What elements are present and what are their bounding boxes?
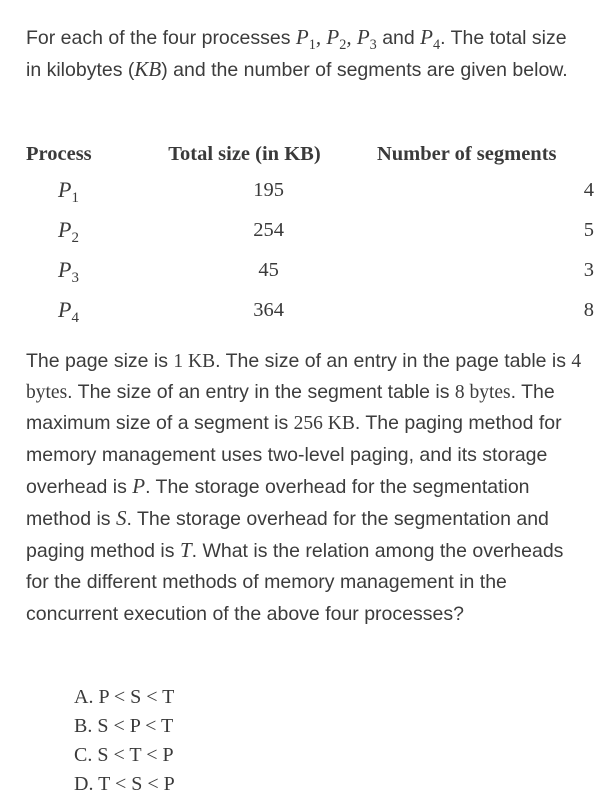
size-cell: 45 <box>258 258 279 281</box>
intro-text: For each of the four processes <box>26 27 296 49</box>
overhead-s-symbol: S <box>115 506 127 531</box>
overhead-p-symbol: P <box>132 473 146 498</box>
intro-paragraph: For each of the four processes $P_1$, $P_2$, $P_3$ and $P_4$. The total size in kilobytes (KB) and the number of segments are given below. <box>26 25 568 81</box>
size-cell: 195 <box>253 178 284 201</box>
segment-entry-size-value: 8 bytes <box>454 382 511 404</box>
process-symbol: $P_1$ <box>295 25 316 53</box>
segments-cell: 5 <box>583 218 594 241</box>
option-a[interactable]: A. P < S < T <box>74 686 175 708</box>
overhead-t-symbol: T <box>179 538 192 563</box>
column-header-size: Total size (in KB) <box>168 142 321 165</box>
process-cell: $P_1$ <box>58 177 79 206</box>
process-cell: $P_4$ <box>58 297 79 326</box>
table-row <box>22 210 602 250</box>
process-cell: $P_2$ <box>58 217 79 246</box>
segments-cell: 4 <box>583 178 594 201</box>
process-symbol: $P_2$ <box>326 25 347 53</box>
table-header-row <box>22 138 602 170</box>
kb-symbol: KB <box>134 57 162 81</box>
page-size-value: 1 KB <box>173 351 216 372</box>
segments-cell: 8 <box>583 298 594 321</box>
max-segment-size-value: 256 KB <box>293 413 355 435</box>
question-body: The page size is 1 KB. The size of an entry in the page table is 4 bytes. The size of an entry in the segment table is 8 bytes. The maximum size of a segment is 256 KB. The paging method for memory management uses two-level paging, and its storage overhead is P. The storage overhead for the segmentation method is S. The storage overhead for the segmentation and paging method is T. What is the relation among the overheads for the different methods of memory management in the concurrent execution of the above four processes? <box>26 350 582 625</box>
column-header-segments: Number of segments <box>376 142 557 165</box>
answer-options <box>74 683 175 799</box>
segments-cell: 3 <box>583 258 594 281</box>
process-table <box>22 138 602 330</box>
size-cell: 254 <box>253 218 284 241</box>
size-cell: 364 <box>253 298 284 321</box>
option-c[interactable]: C. S < T < P <box>74 744 174 766</box>
option-b[interactable]: B. S < P < T <box>74 715 174 737</box>
table-row <box>22 250 602 290</box>
process-symbol: $P_4$ <box>420 25 441 53</box>
process-symbol: $P_3$ <box>356 25 377 53</box>
process-cell: $P_3$ <box>58 257 79 286</box>
column-header-process: Process <box>26 142 92 165</box>
table-row <box>22 170 602 210</box>
page-entry-size-value: 4 bytes <box>26 351 582 404</box>
option-d[interactable]: D. T < S < P <box>74 773 175 795</box>
table-row <box>22 290 602 330</box>
